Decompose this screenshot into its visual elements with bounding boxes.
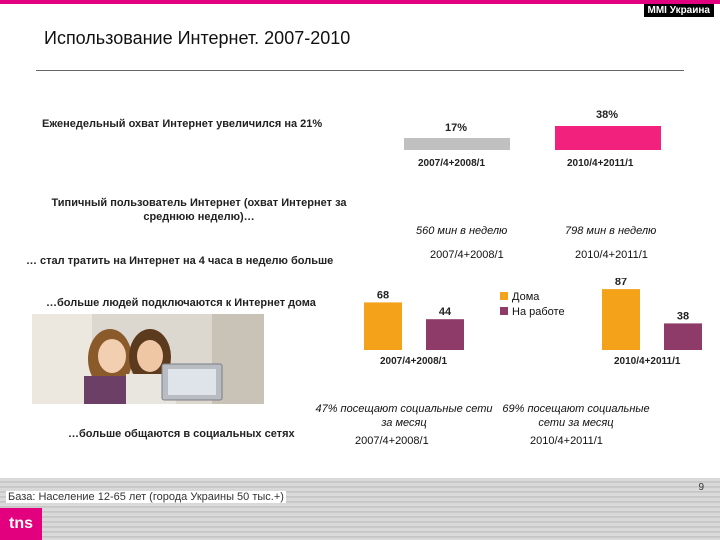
reach-left-value: 17% <box>445 122 468 134</box>
time-text: … стал тратить на Интернет на 4 часа в неделю больше <box>26 255 334 267</box>
bar-label-work-1: 38 <box>676 310 690 323</box>
title-divider <box>36 70 684 71</box>
tns-logo: tns <box>0 508 42 540</box>
home-left-period: 2007/4+2008/1 <box>380 356 448 367</box>
bar-work-0 <box>426 319 464 350</box>
page-number: 9 <box>698 482 704 493</box>
social-left-period: 2007/4+2008/1 <box>355 435 429 447</box>
social-right-period: 2010/4+2011/1 <box>530 435 603 447</box>
typical-left-period: 2007/4+2008/1 <box>430 249 504 261</box>
bar-label-home-0: 68 <box>376 289 390 302</box>
typical-right-minutes: 798 мин в неделю <box>565 225 657 237</box>
typical-text: Типичный пользователь Интернет (охват Интернет за среднюю неделю)… <box>51 197 347 223</box>
legend-home-label: Дома <box>512 291 540 303</box>
top-accent-bar <box>0 0 720 4</box>
typical-left-minutes: 560 мин в неделю <box>416 225 508 237</box>
legend-work-label: На работе <box>512 306 565 318</box>
reach-right-period: 2010/4+2011/1 <box>567 158 634 169</box>
bar-home-1 <box>602 289 640 350</box>
reach-left-bar <box>404 138 510 150</box>
bar-work-1 <box>664 323 702 350</box>
social-text: …больше общаются в социальных сетях <box>68 428 295 440</box>
bar-home-0 <box>364 302 402 350</box>
photo-illustration <box>32 314 264 404</box>
newspaper-background <box>0 478 720 540</box>
footnote: База: Население 12-65 лет (города Украины 50 тыс.+) <box>8 491 284 503</box>
brand-label: MMI Украина <box>644 4 714 17</box>
reach-left-period: 2007/4+2008/1 <box>418 158 486 169</box>
typical-right-period: 2010/4+2011/1 <box>575 249 648 261</box>
bar-label-home-1: 87 <box>614 278 628 289</box>
social-left-text: 47% посещают социальные сети за месяц <box>315 403 493 429</box>
page-title: Использование Интернет. 2007-2010 <box>44 28 351 48</box>
girls-laptop-photo <box>32 314 264 404</box>
social-right-text: 69% посещают социальные сети за месяц <box>502 403 650 429</box>
home-right-period: 2010/4+2011/1 <box>614 356 681 367</box>
reach-text: Еженедельный охват Интернет увеличился на 21% <box>42 118 323 130</box>
bar-label-work-0: 44 <box>438 306 452 319</box>
reach-right-bar <box>555 126 661 150</box>
reach-right-value: 38% <box>596 109 619 121</box>
home-text: …больше людей подключаются к Интернет дома <box>46 297 316 309</box>
